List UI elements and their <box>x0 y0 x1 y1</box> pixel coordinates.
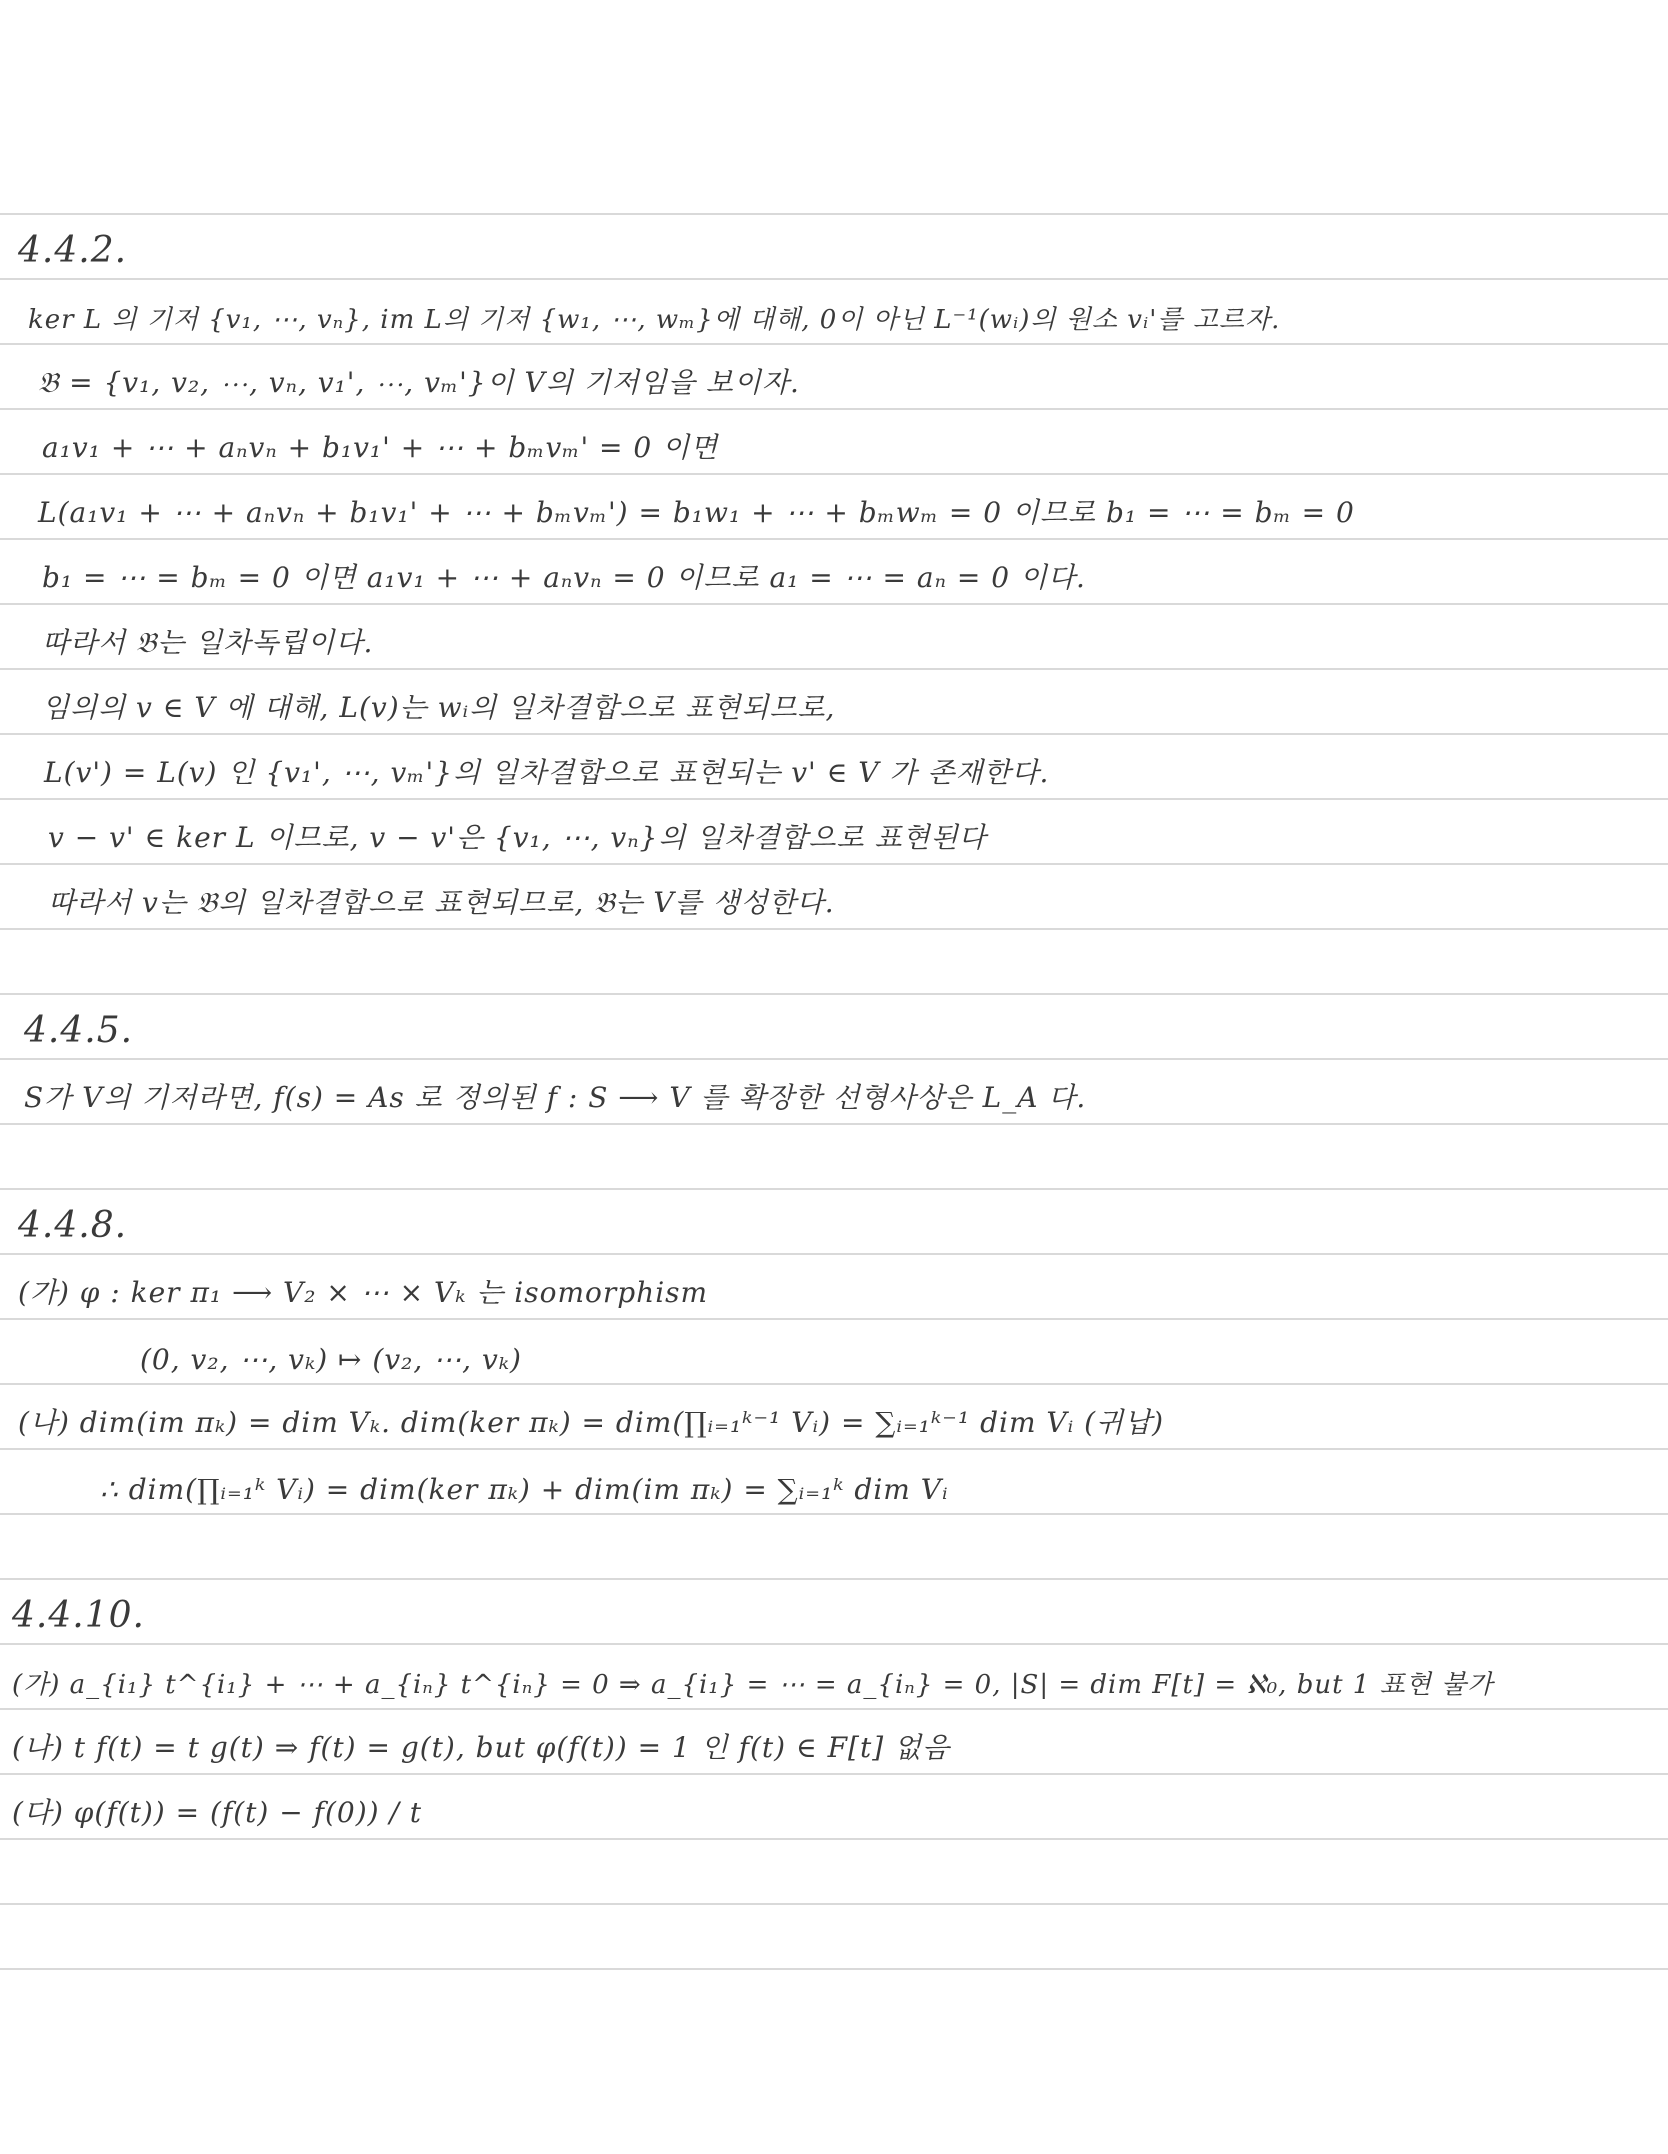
section-heading: 4.4.5. <box>24 1010 134 1051</box>
ruled-line <box>0 1838 1668 1840</box>
note-line: a₁v₁ + ⋯ + aₙvₙ + b₁v₁' + ⋯ + bₘvₘ' = 0 이면 <box>42 431 719 464</box>
ruled-line <box>0 1123 1668 1125</box>
section-heading: 4.4.2. <box>18 230 128 271</box>
section-heading: 4.4.10. <box>12 1595 145 1636</box>
note-line: 𝔅 = {v₁, v₂, ⋯, vₙ, v₁', ⋯, vₘ'}이 V의 기저임을 보이자. <box>38 366 800 399</box>
note-line: 따라서 𝔅는 일차독립이다. <box>42 626 374 659</box>
ruled-line <box>0 1513 1668 1515</box>
note-line: (다) φ(f(t)) = (f(t) − f(0)) / t <box>12 1796 423 1829</box>
note-line: 임의의 v ∈ V 에 대해, L(v)는 wᵢ의 일차결합으로 표현되므로, <box>42 691 836 724</box>
note-line: (가) a_{i₁} t^{i₁} + ⋯ + a_{iₙ} t^{iₙ} = 0 ⇒ a_{i₁} = ⋯ = a_{iₙ} = 0, |S| = dim F[t] = ℵ₀, but 1 표현 불가 <box>12 1670 1494 1700</box>
note-line: v − v' ∈ ker L 이므로, v − v'은 {v₁, ⋯, vₙ}의 일차결합으로 표현된다 <box>48 821 987 854</box>
note-line: b₁ = ⋯ = bₘ = 0 이면 a₁v₁ + ⋯ + aₙvₙ = 0 이므로 a₁ = ⋯ = aₙ = 0 이다. <box>42 561 1086 594</box>
note-line: (나) t f(t) = t g(t) ⇒ f(t) = g(t), but φ(f(t)) = 1 인 f(t) ∈ F[t] 없음 <box>12 1731 951 1764</box>
note-line: (가) φ : ker π₁ ⟶ V₂ × ⋯ × Vₖ 는 isomorphism <box>18 1276 709 1309</box>
note-line: L(v') = L(v) 인 {v₁', ⋯, vₘ'}의 일차결합으로 표현되는 v' ∈ V 가 존재한다. <box>44 756 1050 789</box>
note-line: S가 V의 기저라면, f(s) = As 로 정의된 f : S ⟶ V 를 확장한 선형사상은 L_A 다. <box>24 1081 1087 1114</box>
note-line: (나) dim(im πₖ) = dim Vₖ. dim(ker πₖ) = dim(∏ᵢ₌₁ᵏ⁻¹ Vᵢ) = ∑ᵢ₌₁ᵏ⁻¹ dim Vᵢ (귀납) <box>18 1406 1165 1439</box>
ruled-line <box>0 1968 1668 1970</box>
note-line: ker L 의 기저 {v₁, ⋯, vₙ}, im L의 기저 {w₁, ⋯, wₘ}에 대해, 0이 아닌 L⁻¹(wᵢ)의 원소 vᵢ'를 고르자. <box>28 305 1281 335</box>
note-line: (0, v₂, ⋯, vₖ) ↦ (v₂, ⋯, vₖ) <box>140 1343 522 1376</box>
ruled-line <box>0 1903 1668 1905</box>
note-line: 따라서 v는 𝔅의 일차결합으로 표현되므로, 𝔅는 V를 생성한다. <box>48 886 835 919</box>
note-line: ∴ dim(∏ᵢ₌₁ᵏ Vᵢ) = dim(ker πₖ) + dim(im πₖ) = ∑ᵢ₌₁ᵏ dim Vᵢ <box>100 1473 949 1506</box>
note-line: L(a₁v₁ + ⋯ + aₙvₙ + b₁v₁' + ⋯ + bₘvₘ') = b₁w₁ + ⋯ + bₘwₘ = 0 이므로 b₁ = ⋯ = bₘ = 0 <box>38 496 1355 529</box>
ruled-line <box>0 928 1668 930</box>
section-heading: 4.4.8. <box>18 1205 128 1246</box>
